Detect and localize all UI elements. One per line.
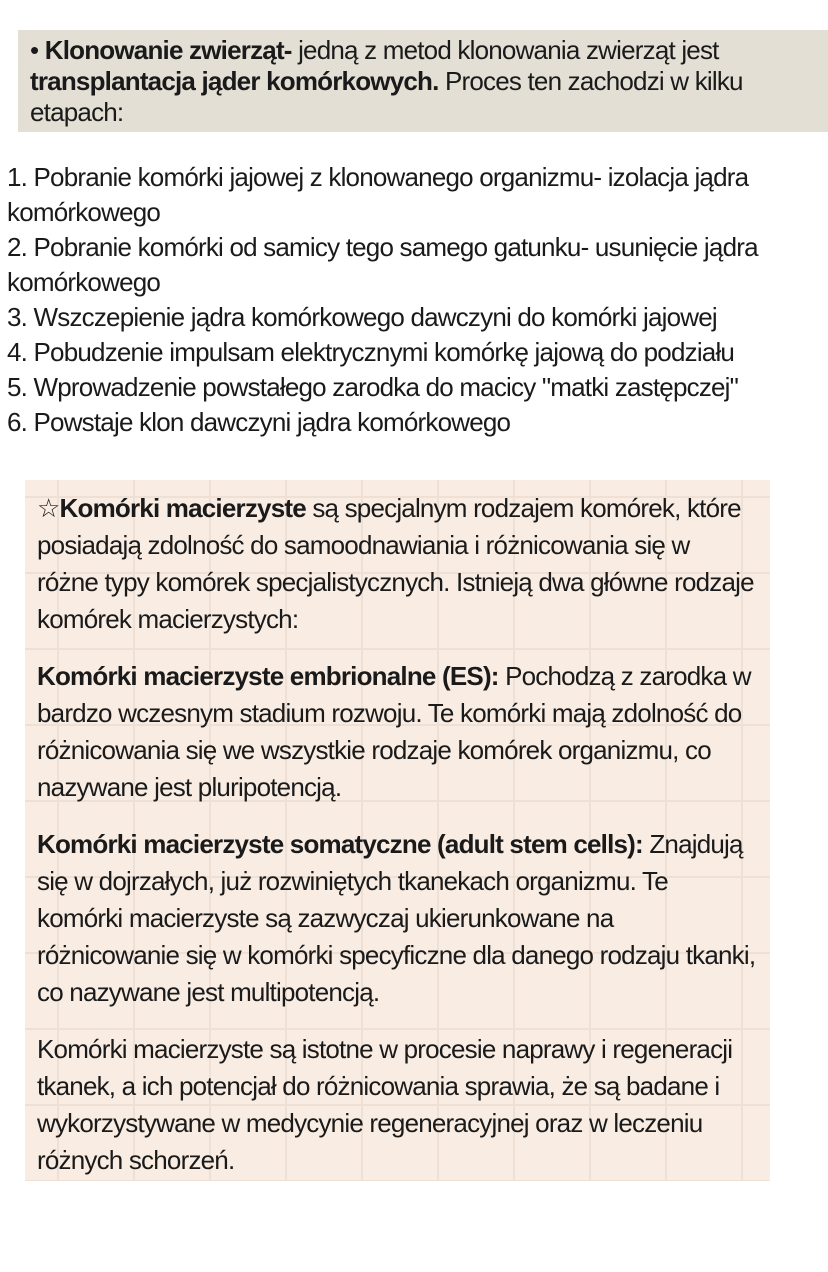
cloning-text-1: jedną z metod klonowania zwierząt jest (291, 35, 719, 65)
list-item-1: 1. Pobranie komórki jajowej z klonowanego organizmu- izolacja jądra komórkowego (7, 162, 749, 227)
list-item-5: 5. Wprowadzenie powstałego zarodka do macicy "matki zastępczej" (7, 372, 739, 402)
somatic-stem-cells-paragraph (37, 826, 756, 1011)
list-item-6: 6. Powstaje klon dawczyni jądra komórkowego (7, 407, 511, 437)
list-item-4: 4. Pobudzenie impulsam elektrycznymi komórkę jajową do podziału (7, 337, 735, 367)
bullet-glyph: • (30, 35, 45, 65)
embryonic-stem-cells-paragraph (37, 658, 756, 806)
stem-cells-grid-note (25, 480, 770, 1181)
somatic-term-bold: Komórki macierzyste somatyczne (adult stem cells): (37, 829, 643, 859)
somatic-text: Znajdują się w dojrzałych, już rozwiniętych tkanekach organizmu. Te komórki macierzyste są zazwyczaj ukierunkowane na różnicowanie się w komórki specyficzne dla danego rodzaju tkanki, co nazywane jest multipotencją. (37, 829, 756, 1007)
list-item-2: 2. Pobranie komórki od samicy tego samego gatunku- usunięcie jądra komórkowego (7, 232, 758, 297)
cloning-term-bold: Klonowanie zwierząt- (44, 35, 292, 65)
cloning-steps-list (7, 160, 818, 440)
embryonic-term-bold: Komórki macierzyste embrionalne (ES): (37, 661, 499, 691)
notes-page (0, 30, 828, 1181)
stem-cells-intro-paragraph (37, 490, 756, 638)
stem-cells-term-bold: Komórki macierzyste (59, 493, 306, 523)
star-icon: ☆ (37, 493, 60, 523)
embryonic-text: Pochodzą z zarodka w bardzo wczesnym stadium rozwoju. Te komórki mają zdolność do różnicowania się we wszystkie rodzaje komórek organizmu, co nazywane jest pluripotencją. (37, 661, 751, 802)
summary-text: Komórki macierzyste są istotne w procesie naprawy i regeneracji tkanek, a ich potencjał do różnicowania sprawia, że są badane i wykorzystywane w medycynie regeneracyjnej oraz w leczeniu różnych schorzeń. (37, 1034, 733, 1175)
transplantation-term-bold: transplantacja jąder komórkowych. (30, 66, 439, 96)
list-item-3: 3. Wszczepienie jądra komórkowego dawczyni do komórki jajowej (7, 302, 717, 332)
cloning-highlight-note (18, 30, 828, 132)
cloning-text-2: Proces ten zachodzi w kilku etapach: (30, 66, 743, 127)
stem-cells-intro-text: są specjalnym rodzajem komórek, które posiadają zdolność do samoodnawiania i różnicowania się w różne typy komórek specjalistycznych. Istnieją dwa główne rodzaje komórek macierzystych: (37, 493, 754, 634)
stem-cells-summary-paragraph (37, 1031, 756, 1179)
